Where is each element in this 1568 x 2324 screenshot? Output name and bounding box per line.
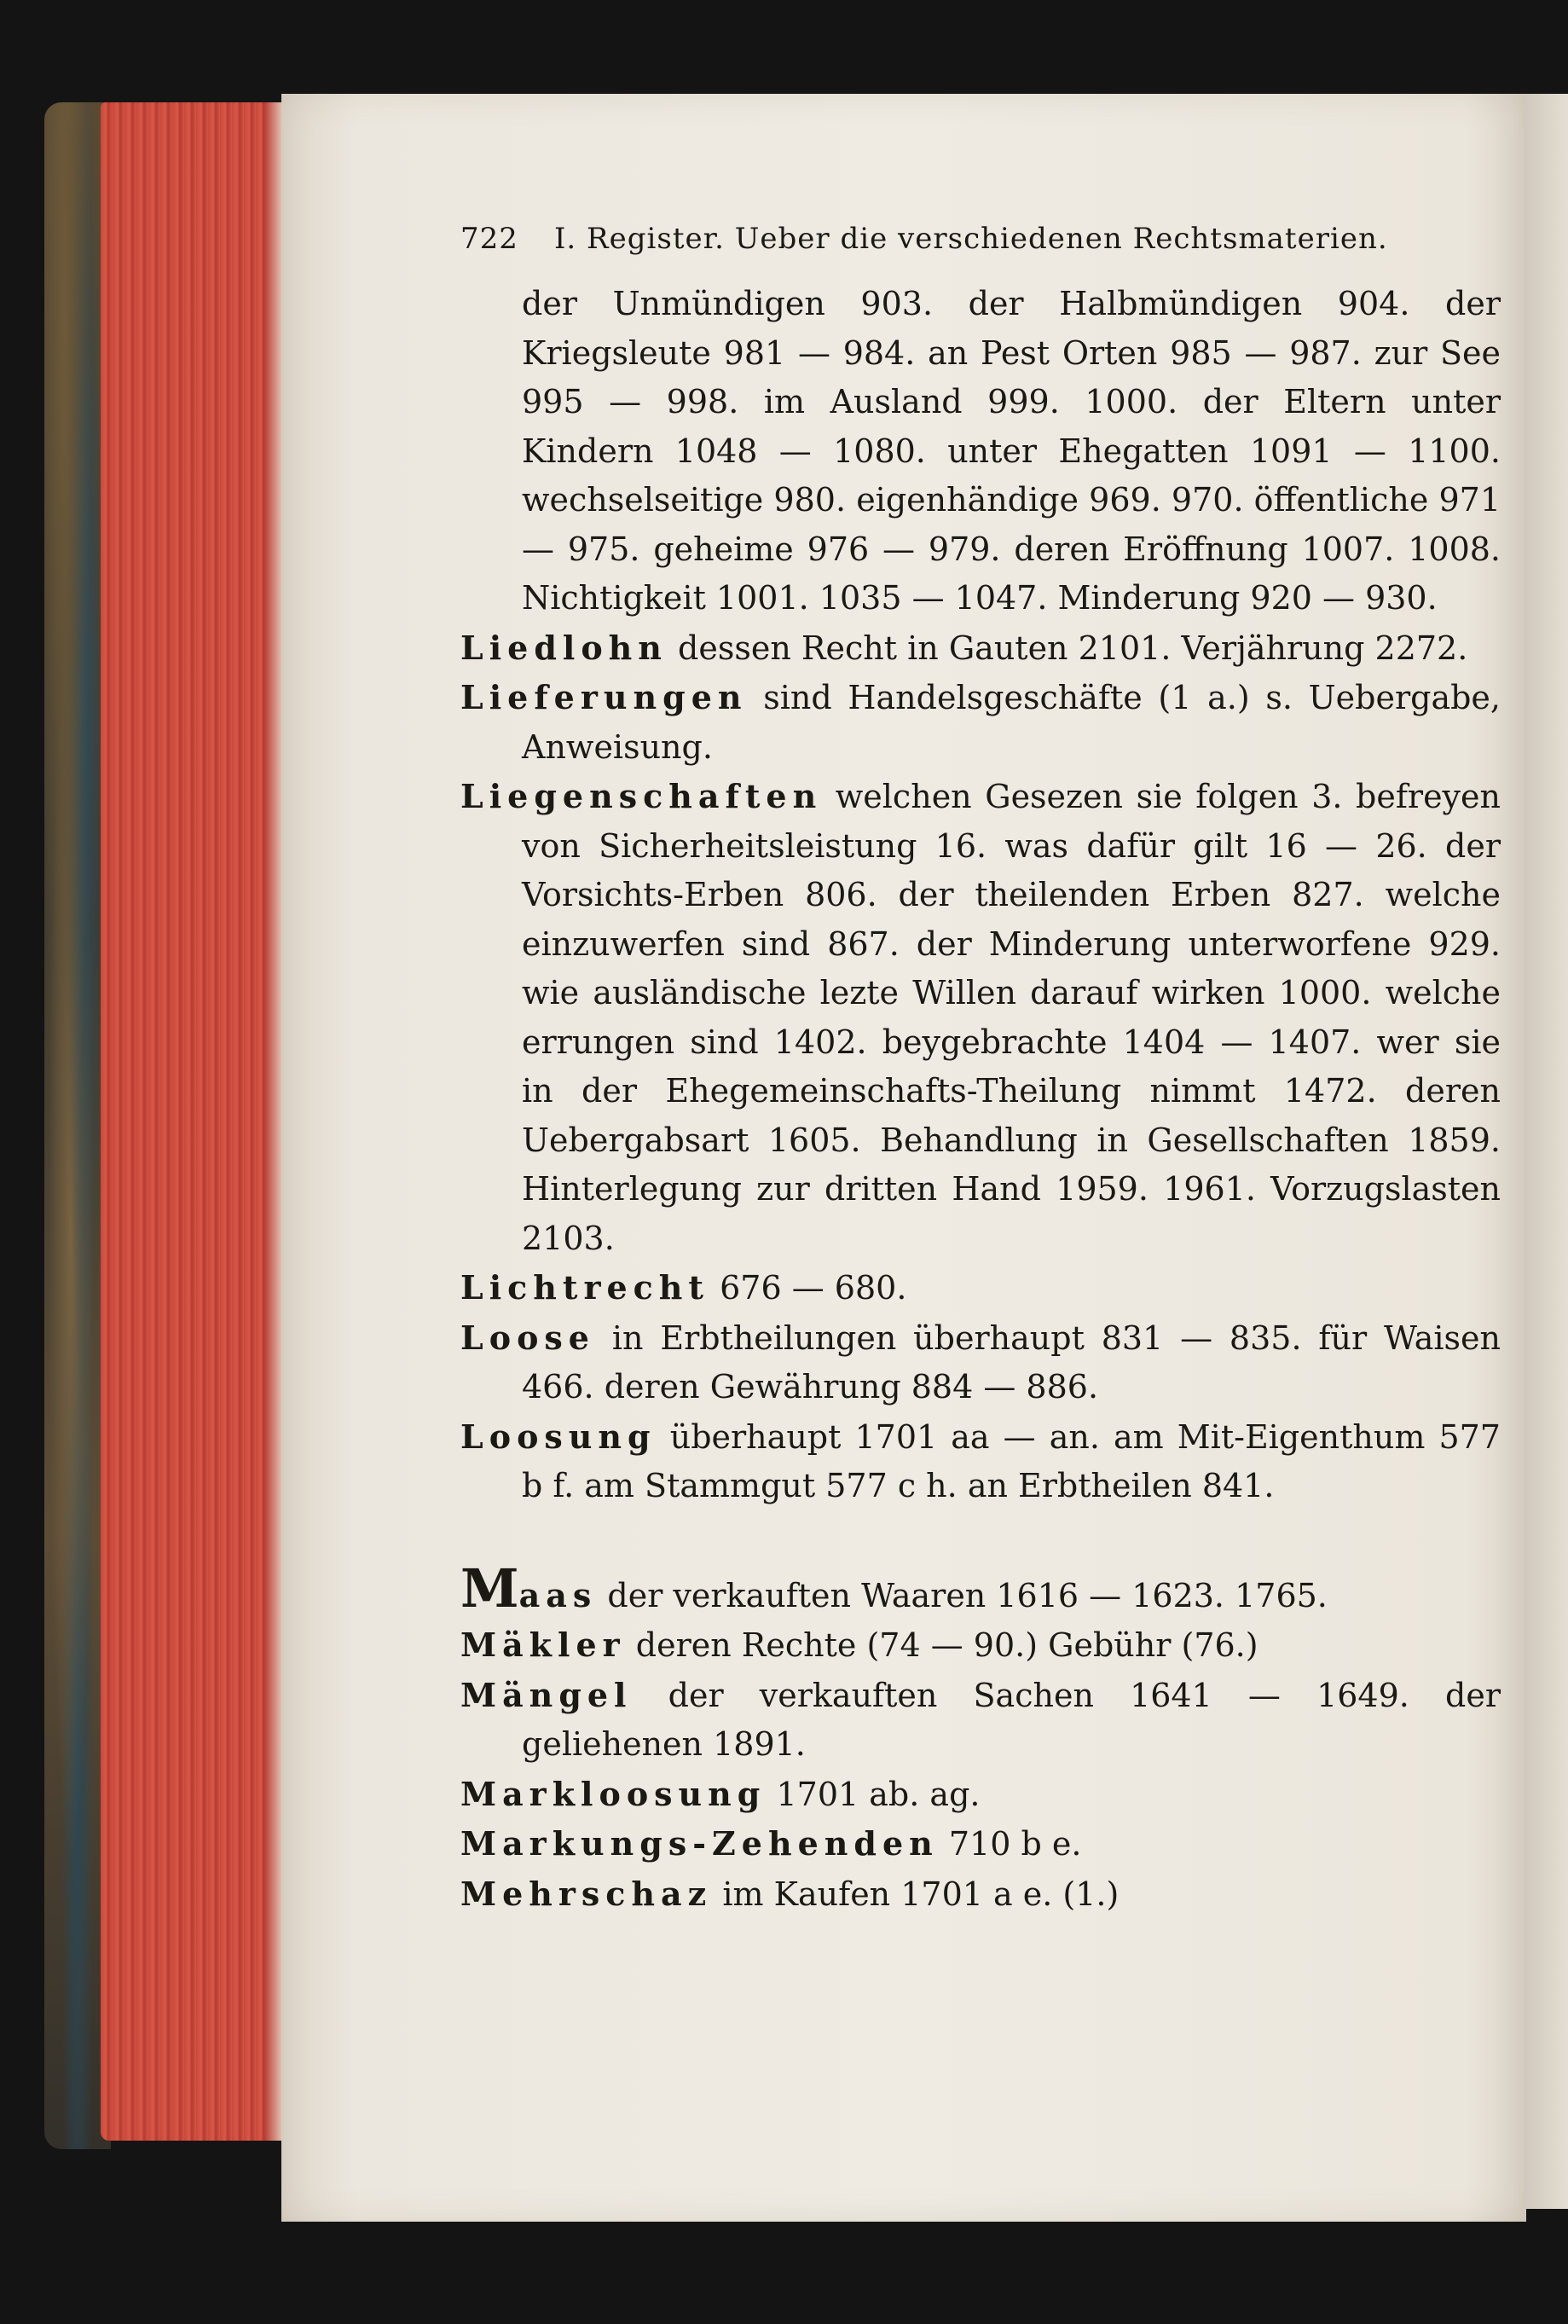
index-entry bbox=[460, 1671, 1501, 1770]
entry-term: Mehrschaz bbox=[460, 1874, 713, 1913]
entry-text: 1701 ab. ag. bbox=[776, 1775, 981, 1813]
entry-text: deren Rechte (74 — 90.) Gebühr (76.) bbox=[635, 1626, 1258, 1664]
running-title: I. Register. Ueber die verschiedenen Rechtsmaterien. bbox=[554, 222, 1388, 256]
entry-text: sind Handelsgeschäfte (1 a.) s. Uebergabe, Anweisung. bbox=[522, 679, 1501, 766]
entry-term: Liedlohn bbox=[460, 628, 668, 667]
index-entry bbox=[460, 1412, 1501, 1511]
page-right-edge bbox=[1524, 94, 1568, 2209]
entry-text: 710 b e. bbox=[948, 1825, 1082, 1863]
entry-term: Mängel bbox=[460, 1675, 633, 1714]
section-gap bbox=[460, 1511, 1501, 1571]
page-number: 722 bbox=[460, 222, 518, 256]
entry-term: Lieferungen bbox=[460, 678, 748, 716]
entry-term: Lichtrecht bbox=[460, 1268, 709, 1307]
index-entry bbox=[460, 1770, 1501, 1820]
entry-term: Loosung bbox=[460, 1417, 657, 1456]
index-entry bbox=[460, 1313, 1501, 1412]
entries-m bbox=[460, 1556, 1501, 1920]
entry-text: überhaupt 1701 aa — an. am Mit-Eigenthum 577 b f. am Stammgut 577 c h. an Erbtheilen 841. bbox=[522, 1417, 1501, 1504]
book-page bbox=[281, 94, 1526, 2222]
index-entry bbox=[460, 1263, 1501, 1313]
index-entry bbox=[460, 772, 1501, 1263]
running-header bbox=[460, 213, 1501, 264]
entry-text: 676 — 680. bbox=[720, 1269, 907, 1307]
entry-term: Markloosung bbox=[460, 1774, 767, 1813]
entry-text: der verkauften Waaren 1616 — 1623. 1765. bbox=[607, 1576, 1328, 1614]
entry-text: in Erbtheilungen überhaupt 831 — 835. für Waisen 466. deren Gewährung 884 — 886. bbox=[522, 1318, 1501, 1405]
index-entry bbox=[460, 623, 1501, 674]
index-entry bbox=[460, 673, 1501, 772]
entry-text: im Kaufen 1701 a e. (1.) bbox=[722, 1875, 1120, 1913]
entry-term: Liegenschaften bbox=[460, 777, 823, 815]
section-initial: M bbox=[460, 1556, 519, 1620]
index-entry bbox=[460, 1556, 1501, 1621]
page-text bbox=[460, 213, 1501, 1919]
entry-term: Mäkler bbox=[460, 1626, 626, 1664]
entry-text: dessen Recht in Gauten 2101. Verjährung 2272. bbox=[678, 629, 1468, 667]
index-entry bbox=[460, 1869, 1501, 1920]
entry-text: der verkauften Sachen 1641 — 1649. der geliehenen 1891. bbox=[522, 1676, 1501, 1763]
index-entry bbox=[460, 1620, 1501, 1671]
entry-term: aas bbox=[518, 1575, 598, 1614]
continuation-text: der Unmündigen 903. der Halbmündigen 904. der Kriegsleute 981 — 984. an Pest Orten 985 — 987. zur See 995 — 998. im Ausland 999. 1000. der Eltern unter Kindern 1048 — 1080. unter Ehegatten 1091 — 1100. wechselseitige 980. eigenhändige 969. 970. öffentliche 971 — 975. geheime 976 — 979. deren Eröffnung 1007. 1008. Nichtigkeit 1001. 1035 — 1047. Minderung 920 — 930. bbox=[522, 285, 1501, 617]
entry-term: Loose bbox=[460, 1318, 595, 1357]
entries-l bbox=[460, 623, 1501, 1511]
red-page-edges bbox=[101, 102, 284, 2141]
index-entry bbox=[460, 1819, 1501, 1869]
entry-text: welchen Gesezen sie folgen 3. befreyen von Sicherheitsleistung 16. was dafür gilt 16 — 26. der Vorsichts-Erben 806. der theilenden Erben 827. welche einzuwerfen sind 867. der Minderung unterworfene 929. wie ausländische lezte Willen darauf wirken 1000. welche errungen sind 1402. beygebrachte 1404 — 1407. wer sie in der Ehegemeinschafts-Theilung nimmt 1472. deren Uebergabsart 1605. Behandlung in Gesellschaften 1859. Hinterlegung zur dritten Hand 1959. 1961. Vorzugslasten 2103. bbox=[522, 778, 1501, 1257]
entry-term: Markungs-Zehenden bbox=[460, 1824, 939, 1863]
